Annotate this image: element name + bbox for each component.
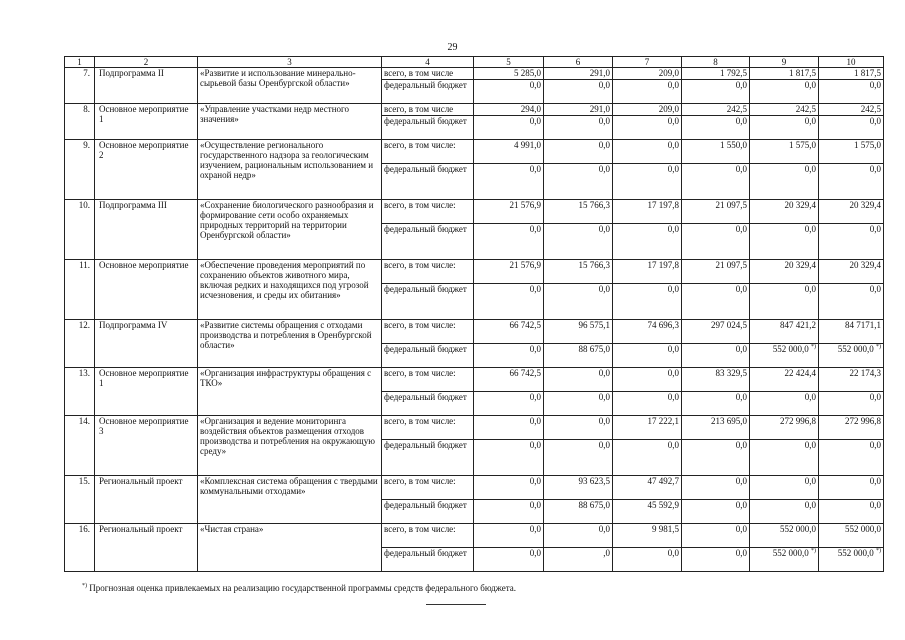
total-value: 0,0 <box>613 368 682 392</box>
total-value: 0,0 <box>544 368 613 392</box>
total-value: 209,0 <box>613 104 682 116</box>
column-number: 1 <box>65 57 95 68</box>
federal-budget-value <box>682 440 750 476</box>
federal-budget-label: федеральный бюджет <box>382 440 474 476</box>
program-title: «Осуществление регионального государственного надзора за геологическим изучением, рациональным использованием и охраной недр» <box>198 140 382 200</box>
total-value: 1 792,5 <box>682 68 750 80</box>
total-value: 294,0 <box>474 104 544 116</box>
table-row <box>65 416 884 440</box>
value: 0,0 <box>869 116 881 126</box>
total-value: 552 000,0 <box>750 524 819 548</box>
value: 0,0 <box>667 392 679 402</box>
program-type: Основное мероприятие 3 <box>95 416 198 476</box>
federal-budget-value <box>682 392 750 416</box>
total-value: 22 174,3 <box>819 368 884 392</box>
federal-budget-value <box>682 284 750 320</box>
program-title: «Организация инфраструктуры обращения с ТКО» <box>198 368 382 416</box>
total-value: 74 696,3 <box>613 320 682 344</box>
value: 0,0 <box>529 548 541 558</box>
total-value: 17 197,8 <box>613 260 682 284</box>
footnote <box>82 583 516 593</box>
federal-budget-value <box>750 116 819 140</box>
program-title: «Чистая страна» <box>198 524 382 572</box>
federal-budget-value <box>544 392 613 416</box>
federal-budget-value <box>544 116 613 140</box>
row-number: 16. <box>65 524 95 572</box>
table-row <box>65 68 884 80</box>
federal-budget-label: федеральный бюджет <box>382 344 474 368</box>
value: 0,0 <box>667 284 679 294</box>
value: 0,0 <box>869 284 881 294</box>
table-row <box>65 368 884 392</box>
row-number: 14. <box>65 416 95 476</box>
total-value: 83 329,5 <box>682 368 750 392</box>
row-number: 12. <box>65 320 95 368</box>
program-type: Основное мероприятие 1 <box>95 368 198 416</box>
value: 0,0 <box>804 80 816 90</box>
federal-budget-value <box>819 80 884 104</box>
federal-budget-value <box>819 164 884 200</box>
total-label: всего, в том числе: <box>382 476 474 500</box>
total-value: 0,0 <box>544 416 613 440</box>
total-value: 66 742,5 <box>474 368 544 392</box>
total-value: 1 817,5 <box>819 68 884 80</box>
value: 0,0 <box>529 344 541 354</box>
total-value: 272 996,8 <box>750 416 819 440</box>
value: 0,0 <box>735 284 747 294</box>
total-value: 21 576,9 <box>474 200 544 224</box>
federal-budget-value <box>474 224 544 260</box>
value: 0,0 <box>869 80 881 90</box>
total-value: 242,5 <box>819 104 884 116</box>
total-value: 1 575,0 <box>750 140 819 164</box>
value: 0,0 <box>667 80 679 90</box>
table-row <box>65 140 884 164</box>
program-title: «Организация и ведение мониторинга воздействия объектов размещения отходов производства и потребления на окружающую среду» <box>198 416 382 476</box>
value: 0,0 <box>598 164 610 174</box>
federal-budget-value <box>682 164 750 200</box>
value: 0,0 <box>804 500 816 510</box>
total-value: 0,0 <box>544 140 613 164</box>
total-value: 0,0 <box>474 416 544 440</box>
federal-budget-label: федеральный бюджет <box>382 80 474 104</box>
table-row <box>65 200 884 224</box>
value: 88 675,0 <box>578 344 610 354</box>
total-label: всего, в том числе: <box>382 416 474 440</box>
total-value: 0,0 <box>682 524 750 548</box>
federal-budget-value <box>474 80 544 104</box>
value: 0,0 <box>735 80 747 90</box>
value: 0,0 <box>735 548 747 558</box>
federal-budget-value <box>613 344 682 368</box>
row-number: 11. <box>65 260 95 320</box>
value: 0,0 <box>869 224 881 234</box>
total-value: 242,5 <box>750 104 819 116</box>
value: 0,0 <box>667 440 679 450</box>
total-value: 0,0 <box>544 524 613 548</box>
program-title: «Комплексная система обращения с твердыми коммунальными отходами» <box>198 476 382 524</box>
total-value: 209,0 <box>613 68 682 80</box>
value: 0,0 <box>529 440 541 450</box>
federal-budget-label: федеральный бюджет <box>382 284 474 320</box>
value: 0,0 <box>869 440 881 450</box>
value: 0,0 <box>598 80 610 90</box>
column-number: 6 <box>544 57 613 68</box>
total-value: 15 766,3 <box>544 260 613 284</box>
federal-budget-value <box>819 224 884 260</box>
total-value: 291,0 <box>544 68 613 80</box>
federal-budget-label: федеральный бюджет <box>382 500 474 524</box>
federal-budget-value <box>613 548 682 572</box>
total-value: 96 575,1 <box>544 320 613 344</box>
column-number: 3 <box>198 57 382 68</box>
column-number: 5 <box>474 57 544 68</box>
footnote-mark: *) <box>811 344 816 350</box>
federal-budget-value <box>819 440 884 476</box>
value: 0,0 <box>529 500 541 510</box>
federal-budget-value <box>544 284 613 320</box>
federal-budget-value <box>544 500 613 524</box>
federal-budget-value <box>474 392 544 416</box>
total-value: 20 329,4 <box>819 200 884 224</box>
total-value: 213 695,0 <box>682 416 750 440</box>
program-title: «Сохранение биологического разнообразия и формирование сети особо охраняемых природных территорий на территории Оренбургской области» <box>198 200 382 260</box>
value: 0,0 <box>869 392 881 402</box>
federal-budget-value <box>613 164 682 200</box>
value: 0,0 <box>667 116 679 126</box>
federal-budget-value <box>682 548 750 572</box>
federal-budget-value <box>819 392 884 416</box>
total-value: 1 817,5 <box>750 68 819 80</box>
federal-budget-value <box>474 500 544 524</box>
value: 0,0 <box>735 116 747 126</box>
total-label: всего, в том числе: <box>382 524 474 548</box>
total-value: 1 575,0 <box>819 140 884 164</box>
row-number: 8. <box>65 104 95 140</box>
value: 0,0 <box>804 116 816 126</box>
federal-budget-value <box>613 500 682 524</box>
total-label: всего, в том числе: <box>382 140 474 164</box>
program-title: «Развитие системы обращения с отходами производства и потребления в Оренбургской области» <box>198 320 382 368</box>
total-value: 9 981,5 <box>613 524 682 548</box>
total-value: 242,5 <box>682 104 750 116</box>
value: 0,0 <box>598 284 610 294</box>
row-number: 9. <box>65 140 95 200</box>
federal-budget-value <box>819 548 884 572</box>
federal-budget-value <box>750 224 819 260</box>
federal-budget-value <box>544 440 613 476</box>
table-row <box>65 524 884 548</box>
column-number: 2 <box>95 57 198 68</box>
total-value: 22 424,4 <box>750 368 819 392</box>
federal-budget-value <box>819 116 884 140</box>
total-value: 21 097,5 <box>682 200 750 224</box>
federal-budget-value <box>682 116 750 140</box>
total-label: всего, в том числе <box>382 104 474 116</box>
value: 0,0 <box>598 224 610 234</box>
value: 552 000,0 <box>837 548 874 558</box>
value: 0,0 <box>667 224 679 234</box>
value: 0,0 <box>804 284 816 294</box>
program-type: Региональный проект <box>95 476 198 524</box>
value: 88 675,0 <box>578 500 610 510</box>
column-number: 9 <box>750 57 819 68</box>
total-value: 0,0 <box>613 140 682 164</box>
program-title: «Управление участками недр местного значения» <box>198 104 382 140</box>
column-number: 4 <box>382 57 474 68</box>
federal-budget-value <box>750 500 819 524</box>
federal-budget-value <box>544 548 613 572</box>
program-type: Основное мероприятие 1 <box>95 104 198 140</box>
value: 0,0 <box>598 440 610 450</box>
federal-budget-value <box>544 224 613 260</box>
value: 0,0 <box>804 440 816 450</box>
total-label: всего, в том числе: <box>382 260 474 284</box>
value: 0,0 <box>735 224 747 234</box>
value: 0,0 <box>735 164 747 174</box>
total-value: 297 024,5 <box>682 320 750 344</box>
total-value: 0,0 <box>474 476 544 500</box>
federal-budget-value <box>750 284 819 320</box>
federal-budget-value <box>682 344 750 368</box>
table-row <box>65 320 884 344</box>
value: 0,0 <box>735 392 747 402</box>
federal-budget-value <box>544 164 613 200</box>
total-label: всего, в том числе: <box>382 200 474 224</box>
federal-budget-value <box>474 116 544 140</box>
table-row <box>65 260 884 284</box>
total-value: 17 197,8 <box>613 200 682 224</box>
total-value: 0,0 <box>750 476 819 500</box>
value: 0,0 <box>529 224 541 234</box>
value: 0,0 <box>804 164 816 174</box>
program-type: Основное мероприятие 2 <box>95 140 198 200</box>
federal-budget-value <box>613 440 682 476</box>
value: 0,0 <box>529 80 541 90</box>
footnote-mark: *) <box>876 344 881 350</box>
total-label: всего, в том числе <box>382 68 474 80</box>
federal-budget-value <box>474 284 544 320</box>
federal-budget-value <box>819 500 884 524</box>
federal-budget-value <box>819 284 884 320</box>
footnote-mark: *) <box>811 548 816 554</box>
federal-budget-value <box>682 80 750 104</box>
total-value: 47 492,7 <box>613 476 682 500</box>
value: 0,0 <box>869 500 881 510</box>
total-value: 847 421,2 <box>750 320 819 344</box>
column-number: 7 <box>613 57 682 68</box>
total-value: 291,0 <box>544 104 613 116</box>
value: 0,0 <box>529 116 541 126</box>
value: 0,0 <box>735 344 747 354</box>
federal-budget-value <box>474 164 544 200</box>
total-value: 20 329,4 <box>750 200 819 224</box>
federal-budget-value <box>682 500 750 524</box>
value: 0,0 <box>529 392 541 402</box>
federal-budget-value <box>544 80 613 104</box>
program-type: Региональный проект <box>95 524 198 572</box>
value: 552 000,0 <box>772 548 809 558</box>
federal-budget-label: федеральный бюджет <box>382 392 474 416</box>
budget-table <box>64 56 884 572</box>
federal-budget-value <box>474 548 544 572</box>
value: 0,0 <box>529 164 541 174</box>
federal-budget-label: федеральный бюджет <box>382 164 474 200</box>
value: 0,0 <box>804 224 816 234</box>
total-value: 20 329,4 <box>750 260 819 284</box>
value: 0,0 <box>735 500 747 510</box>
value: 0,0 <box>667 548 679 558</box>
total-value: 5 285,0 <box>474 68 544 80</box>
federal-budget-value <box>474 344 544 368</box>
total-value: 21 097,5 <box>682 260 750 284</box>
value: 0,0 <box>598 116 610 126</box>
value: 552 000,0 <box>837 344 874 354</box>
row-number: 15. <box>65 476 95 524</box>
total-value: 4 991,0 <box>474 140 544 164</box>
program-title: «Обеспечение проведения мероприятий по сохранению объектов животного мира, включая редких и находящихся под угрозой исчезновения, и среды их обитания» <box>198 260 382 320</box>
footer-divider <box>426 604 486 605</box>
federal-budget-value <box>750 440 819 476</box>
column-number-row <box>65 57 884 68</box>
federal-budget-value <box>613 392 682 416</box>
federal-budget-value <box>613 80 682 104</box>
total-value: 0,0 <box>819 476 884 500</box>
federal-budget-value <box>474 440 544 476</box>
value: 0,0 <box>598 392 610 402</box>
page-number: 29 <box>447 42 458 53</box>
total-value: 0,0 <box>682 476 750 500</box>
federal-budget-label: федеральный бюджет <box>382 224 474 260</box>
value: 0,0 <box>667 344 679 354</box>
total-value: 272 996,8 <box>819 416 884 440</box>
federal-budget-value <box>750 548 819 572</box>
total-value: 84 7171,1 <box>819 320 884 344</box>
federal-budget-value <box>750 164 819 200</box>
footnote-mark: *) <box>82 583 87 589</box>
total-value: 93 623,5 <box>544 476 613 500</box>
value: 0,0 <box>667 164 679 174</box>
total-value: 0,0 <box>474 524 544 548</box>
table-row <box>65 104 884 116</box>
federal-budget-value <box>819 344 884 368</box>
federal-budget-value <box>613 116 682 140</box>
total-label: всего, в том числе: <box>382 368 474 392</box>
total-label: всего, в том числе: <box>382 320 474 344</box>
federal-budget-value <box>682 224 750 260</box>
program-type: Подпрограмма III <box>95 200 198 260</box>
footnote-text: Прогнозная оценка привлекаемых на реализацию государственной программы средств федерального бюджета. <box>87 583 517 593</box>
total-value: 1 550,0 <box>682 140 750 164</box>
federal-budget-value <box>750 80 819 104</box>
value: 0,0 <box>735 440 747 450</box>
row-number: 10. <box>65 200 95 260</box>
program-title: «Развитие и использование минерально-сырьевой базы Оренбургской области» <box>198 68 382 104</box>
value: 45 592,9 <box>647 500 679 510</box>
total-value: 66 742,5 <box>474 320 544 344</box>
value: 0,0 <box>869 164 881 174</box>
value: 552 000,0 <box>772 344 809 354</box>
total-value: 17 222,1 <box>613 416 682 440</box>
total-value: 15 766,3 <box>544 200 613 224</box>
program-type: Подпрограмма IV <box>95 320 198 368</box>
value: ,0 <box>603 548 610 558</box>
federal-budget-value <box>613 224 682 260</box>
total-value: 20 329,4 <box>819 260 884 284</box>
row-number: 13. <box>65 368 95 416</box>
row-number: 7. <box>65 68 95 104</box>
value: 0,0 <box>804 392 816 402</box>
federal-budget-value <box>750 344 819 368</box>
program-type: Подпрограмма II <box>95 68 198 104</box>
federal-budget-value <box>544 344 613 368</box>
table-row <box>65 476 884 500</box>
federal-budget-value <box>613 284 682 320</box>
total-value: 552 000,0 <box>819 524 884 548</box>
footnote-mark: *) <box>876 548 881 554</box>
total-value: 21 576,9 <box>474 260 544 284</box>
federal-budget-value <box>750 392 819 416</box>
federal-budget-label: федеральный бюджет <box>382 116 474 140</box>
column-number: 10 <box>819 57 884 68</box>
program-type: Основное мероприятие <box>95 260 198 320</box>
federal-budget-label: федеральный бюджет <box>382 548 474 572</box>
column-number: 8 <box>682 57 750 68</box>
value: 0,0 <box>529 284 541 294</box>
